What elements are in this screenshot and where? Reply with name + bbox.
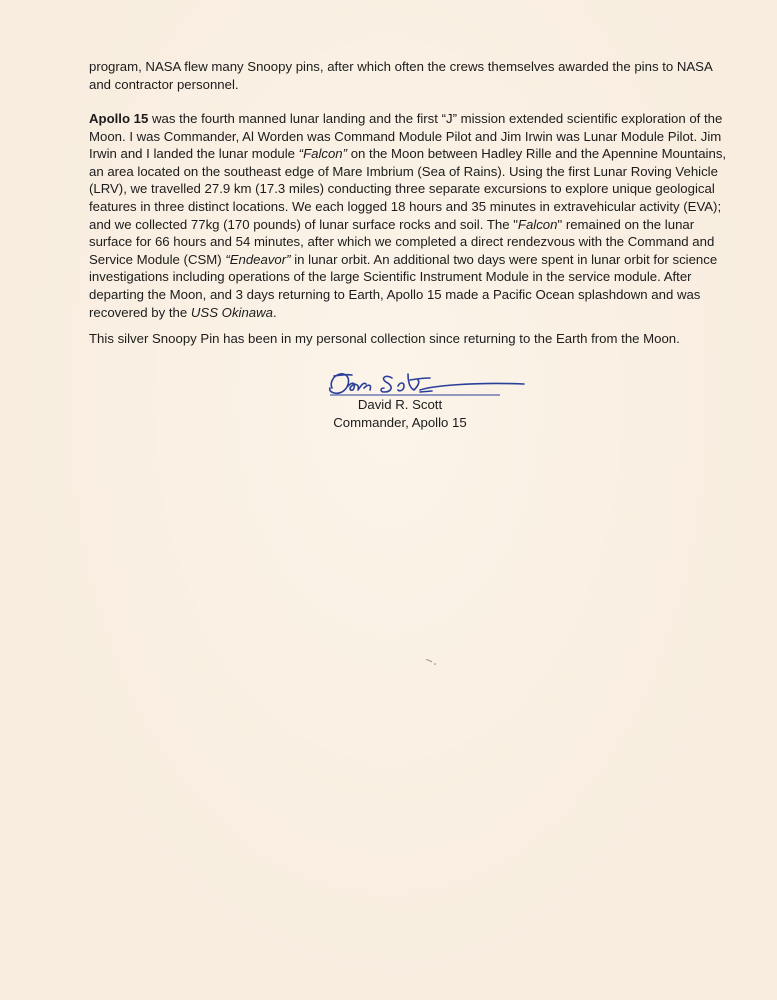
paragraph-2-text-5: . [273,304,277,320]
endeavor-name: “Endeavor” [225,251,291,267]
paragraph-2-text-3: " remained on the lunar surface for 66 hours and 54 minutes, after which we completed a direct rendezvous with the Command and Service Module (CSM) [89,216,715,267]
paragraph-2-text-4: in lunar orbit. An additional two days were spent in lunar orbit for science investigations including operations of the large Scientific Instrument Module in the service module. After departing the Moon, and 3 days returning to Earth, Apollo 15 made a Pacific Ocean splashdown and was recovered by the [89,251,718,320]
apollo-15-lead: Apollo 15 [89,111,149,126]
paragraph-3 [89,330,729,348]
falcon-name-1: “Falcon” [298,146,348,162]
signer-name: David R. Scott [357,397,443,412]
ship-name: USS Okinawa [190,304,273,320]
paragraph-2 [89,110,729,321]
paragraph-3-text: This silver Snoopy Pin has been in my personal collection since returning to the Earth from the Moon. [89,331,680,346]
falcon-name-2: Falcon [517,216,558,232]
paper-speck [424,657,438,667]
handwritten-signature [300,364,530,400]
paragraph-2-text-2: on the Moon between Hadley Rille and the Apennine Mountains, an area located on the southeast edge of Mare Imbrium (Sea of Rains). Using the first Lunar Roving Vehicle (LRV), we travelled 27.9 km (17.3 miles) conducting three separate excursions to explore unique geological features in three distinct locations. We each logged 18 hours and 35 minutes in extravehicular activity (EVA); and we collected 77kg (170 pounds) of lunar surface rocks and soil. The " [89,146,727,232]
paragraph-1-text: program, NASA flew many Snoopy pins, after which often the crews themselves awarded the pins to NASA and contractor personnel. [89,59,713,92]
paragraph-1 [89,58,729,93]
signer-title: Commander, Apollo 15 [333,415,467,430]
paragraph-2-text-1: was the fourth manned lunar landing and the first “J” mission extended scientific exploration of the Moon. I was Commander, Al Worden was Command Module Pilot and Jim Irwin was Lunar Module Pilot. Jim Irwin and I landed the lunar module [89,111,723,162]
signature-block [300,364,530,434]
